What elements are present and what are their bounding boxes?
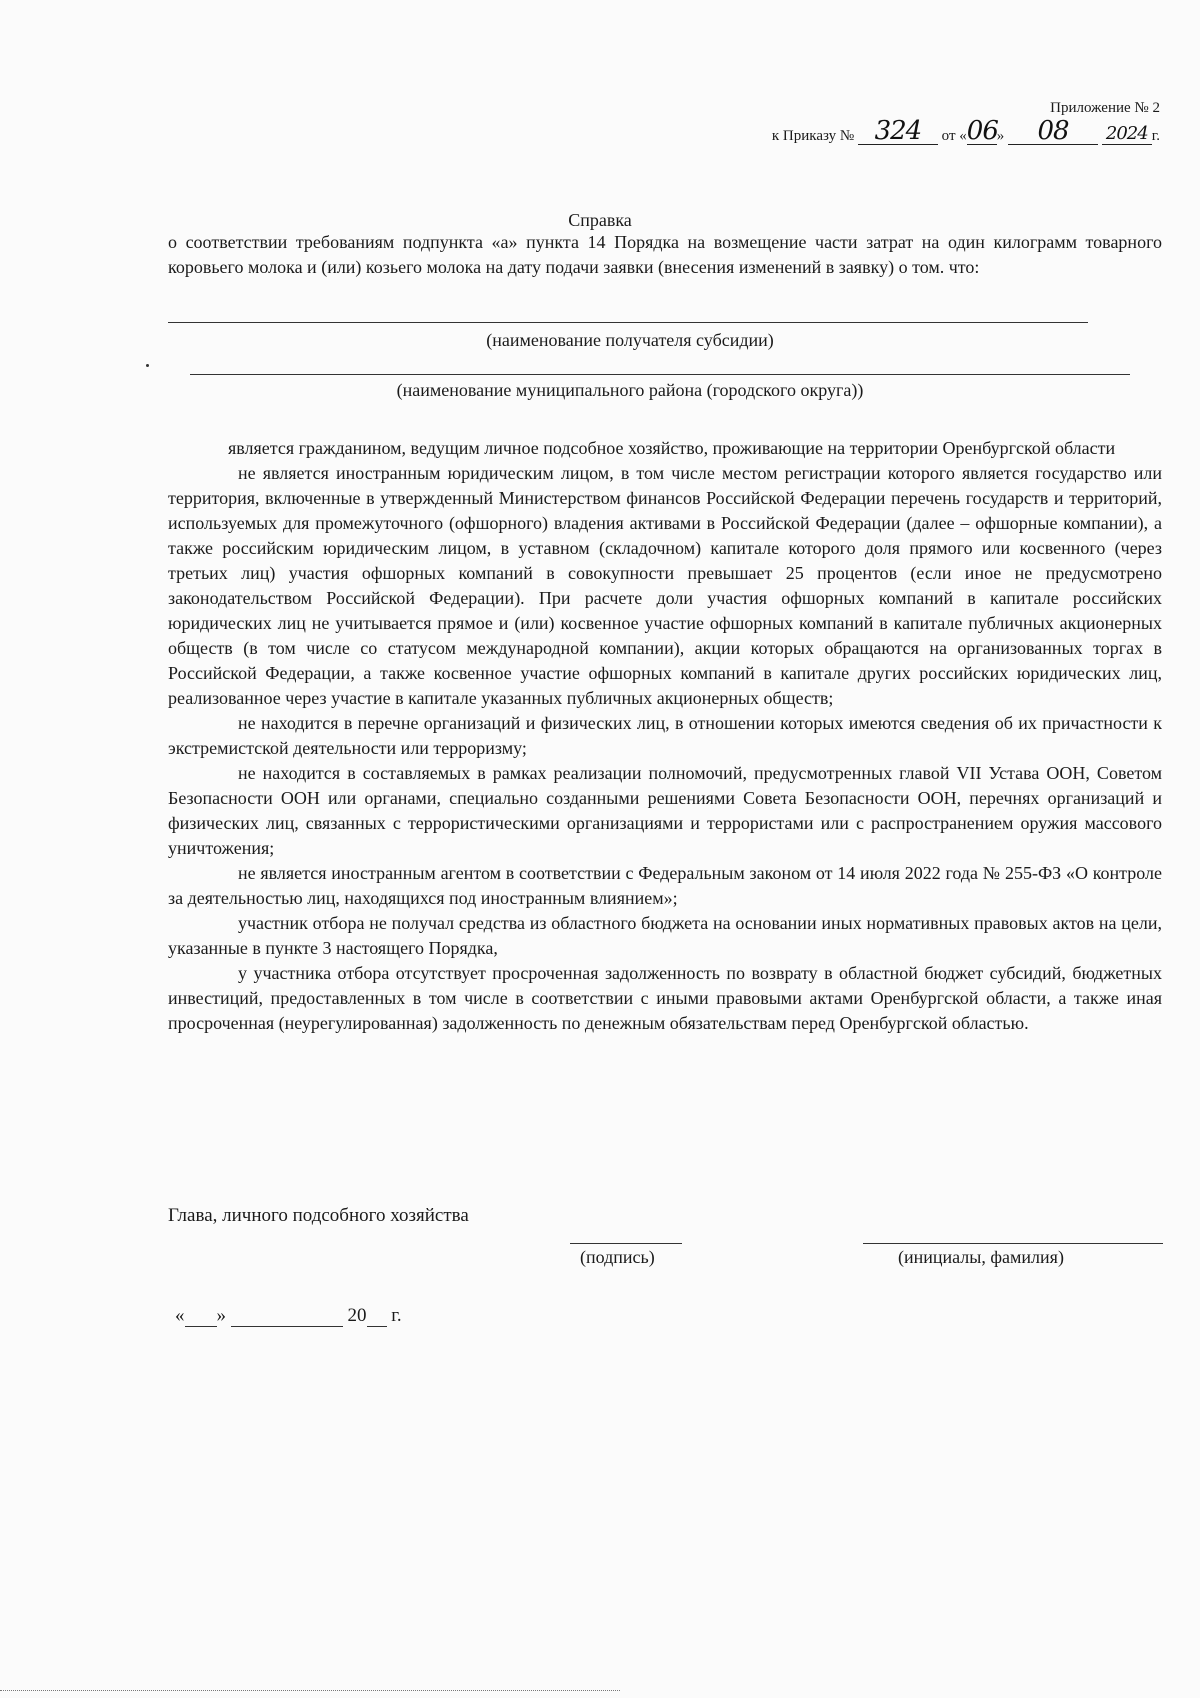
initials-caption: (инициалы, фамилия): [898, 1247, 1064, 1267]
signature-line: [570, 1243, 682, 1244]
order-year: 2024: [1105, 123, 1148, 144]
day-field: [966, 116, 998, 146]
statement-paragraph: не является иностранным юридическим лицом, в том числе местом регистрации которого является государство или территория, включенные в утвержденный Министерством финансов Российской Федерации перечень государств и территорий, используемых для промежуточного (офшорного) владения активами в Российской Федерации (далее – офшорные компании), а также российским юридическим лицом, в уставном (складочном) капитале которого доля прямого или косвенного (через третьих лиц) участия офшорных компаний в совокупности превышает 25 процентов (если иное не предусмотрено законодательством Российской Федерации). При расчете доли участия офшорных компаний в капитале российских юридических лиц не учитывается прямое и (или) косвенное участие офшорных компаний в капитале публичных акционерных обществ (в том числе со статусом международной компании), акции которых обращаются на организованных торгах в Российской Федерации, а также косвенное участие офшорных компаний в капитале других российских юридических лиц, реализованное через участие в капитале указанных публичных акционерных обществ;: [168, 463, 1162, 708]
document-subject: о соответствии требованиям подпункта «а» пункта 14 Порядка на возмещение части затрат на один килограмм товарного коровьего молока и (или) козьего молока на дату подачи заявки (внесения изменений в заявку) о том. что:: [168, 232, 1162, 277]
statement-paragraph: у участника отбора отсутствует просроченная задолженность по возврату в областной бюджет субсидий, бюджетных инвестиций, предоставленных в том числе в соответствии с иными правовыми актами Оренбургской области, а также иная просроченная (неурегулированная) задолженность по денежным обязательствам перед Оренбургской областью.: [168, 963, 1162, 1033]
statement-paragraph: не находится в составляемых в рамках реализации полномочий, предусмотренных главой VII Устава ООН, Советом Безопасности ООН или органами, специально созданными решениями Совета Безопасности ООН, перечнях организаций и физических лиц, связанных с террористическими организациями и террористами или с распространением оружия массового уничтожения;: [168, 763, 1162, 858]
year-field: [1102, 125, 1152, 145]
order-line: [771, 116, 1160, 146]
date-prefix: от «: [941, 128, 967, 144]
recipient-caption: (наименование получателя субсидии): [486, 330, 774, 350]
recipient-fill-line: [168, 322, 1088, 323]
date-year-blank: [367, 1308, 387, 1327]
scan-dot: [146, 364, 149, 367]
date-year-prefix: 20: [347, 1305, 367, 1326]
scan-edge: [0, 1690, 620, 1691]
date-year-suffix: г.: [391, 1305, 402, 1326]
statement-body: [168, 436, 1162, 1036]
date-open-quote: «: [175, 1305, 185, 1326]
date-close-quote: »: [216, 1305, 226, 1326]
order-reference: [640, 96, 1160, 148]
head-title: Глава, личного подсобного хозяйства: [168, 1205, 469, 1226]
initials-line: [863, 1243, 1163, 1244]
order-day: 06: [966, 116, 998, 146]
attachment-label: Приложение № 2: [1050, 100, 1160, 116]
day-close: »: [996, 128, 1005, 144]
statement-paragraph: является гражданином, ведущим личное подсобное хозяйство, проживающие на территории Оренбургской области: [228, 438, 1116, 458]
district-caption: (наименование муниципального района (городского округа)): [396, 380, 864, 400]
document-title: Справка: [568, 210, 632, 230]
order-number-field: [858, 116, 938, 146]
order-number: 324: [874, 116, 922, 146]
month-field: [1008, 116, 1098, 146]
order-prefix: к Приказу №: [771, 128, 855, 144]
year-suffix: г.: [1151, 128, 1160, 144]
signature-block: [168, 1205, 1162, 1285]
statement-paragraph: не находится в перечне организаций и физических лиц, в отношении которых имеются сведения об их причастности к экстремистской деятельности или терроризму;: [168, 713, 1162, 758]
date-day-blank: [185, 1308, 217, 1327]
date-line: [175, 1305, 402, 1327]
date-month-blank: [231, 1308, 343, 1327]
signature-caption: (подпись): [580, 1247, 655, 1267]
statement-paragraph: не является иностранным агентом в соответствии с Федеральным законом от 14 июля 2022 года № 255-ФЗ «О контроле за деятельностью лиц, находящихся под иностранным влиянием»;: [168, 863, 1162, 908]
district-fill-line: [190, 374, 1130, 375]
statement-paragraph: участник отбора не получал средства из областного бюджета на основании иных нормативных правовых актов на цели, указанные в пункте 3 настоящего Порядка,: [168, 913, 1162, 958]
order-month: 08: [1037, 116, 1069, 146]
